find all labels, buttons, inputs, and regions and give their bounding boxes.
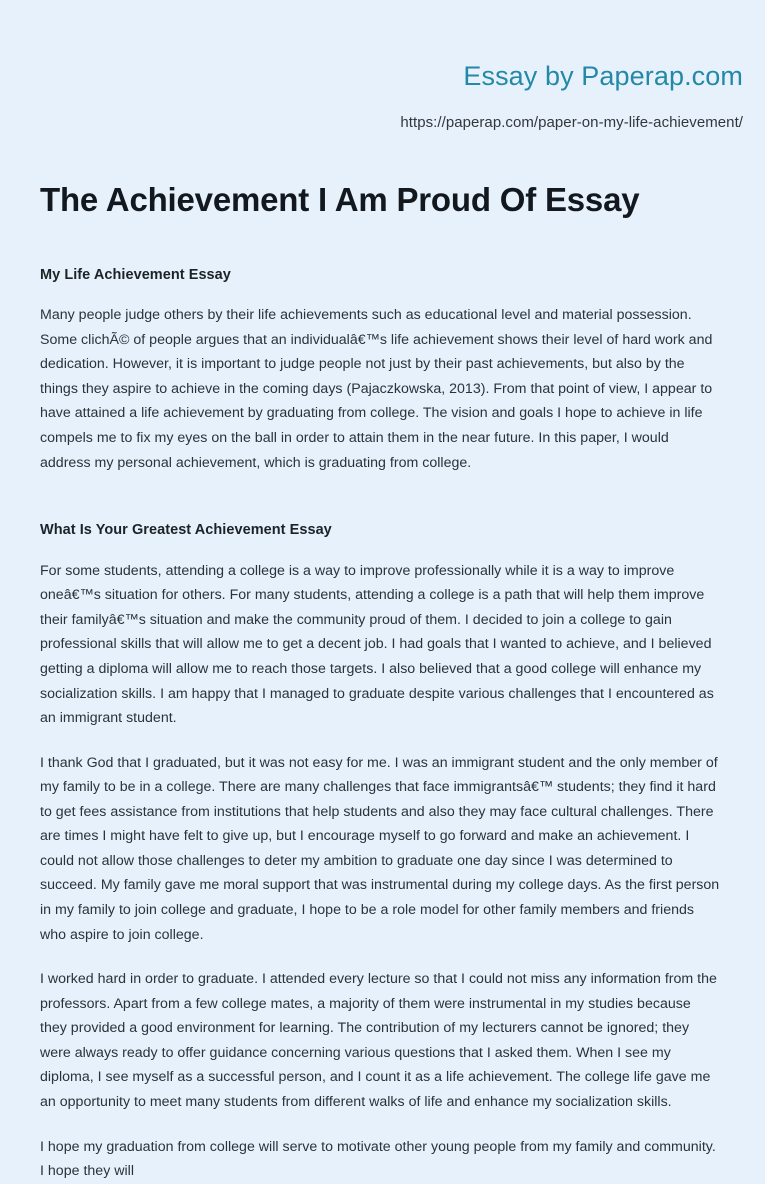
paragraph: Many people judge others by their life achievements such as educational level and material possession. Some clichÃ© of people argues that an individualâ€™s life achievement shows their level of hard work and dedication. However, it is important to judge people not just by their past achievements, but also by the things they aspire to achieve in the coming days (Pajaczkowska, 2013). From that point of view, I appear to have attained a life achievement by graduating from college. The vision and goals I hope to achieve in life compels me to fix my eyes on the ball in order to attain them in the near future. In this paper, I would address my personal achievement, which is graduating from college. (40, 307, 713, 471)
source-url-row (0, 92, 765, 132)
section-heading-my-life-achievement: My Life Achievement Essay (40, 266, 231, 283)
brand-header (0, 0, 765, 92)
section-heading-greatest-achievement: What Is Your Greatest Achievement Essay (40, 522, 332, 539)
source-url[interactable]: https://paperap.com/paper-on-my-life-achievement/ (400, 113, 743, 131)
paragraph-truncated: I hope my graduation from college will serve to motivate other young people from my family and community. I hope they will (40, 1138, 716, 1180)
paragraph: I thank God that I graduated, but it was not easy for me. I was an immigrant student and the only member of my family to be in a college. There are many challenges that face immigrantsâ€™ students; they find it hard to get fees assistance from institutions that help students and also they may face cultural challenges. There are times I might have felt to give up, but I encourage myself to go forward and make an achievement. I could not allow those challenges to deter my ambition to graduate one day since I was determined to succeed. My family gave me moral support that was instrumental during my college days. As the first person in my family to join college and graduate, I hope to be a role model for other family members and friends who aspire to join college. (40, 754, 720, 943)
paragraph: For some students, attending a college is a way to improve professionally while it is a way to improve oneâ€™s situation for others. For many students, attending a college is a path that will help them improve their familyâ€™s situation and make the community proud of them. I decided to join a college to gain professional skills that will allow me to get a decent job. I had goals that I wanted to achieve, and I believed getting a diploma will allow me to reach those targets. I also believed that a good college will enhance my socialization skills. I am happy that I managed to graduate despite various challenges that I encountered as an immigrant student. (40, 562, 714, 727)
document-body (0, 132, 765, 1184)
brand-title: Essay by Paperap.com (463, 61, 743, 91)
page-title: The Achievement I Am Proud Of Essay (40, 180, 640, 218)
paragraph: I worked hard in order to graduate. I attended every lecture so that I could not miss any information from the professors. Apart from a few college mates, a majority of them were instrumental in my studies because they provided a good environment for learning. The contribution of my lecturers cannot be ignored; they were always ready to offer guidance concerning various questions that I asked them. When I see my diploma, I see myself as a successful person, and I count it as a life achievement. The college life gave me an opportunity to meet many students from different walks of life and enhance my socialization skills. (40, 971, 717, 1110)
